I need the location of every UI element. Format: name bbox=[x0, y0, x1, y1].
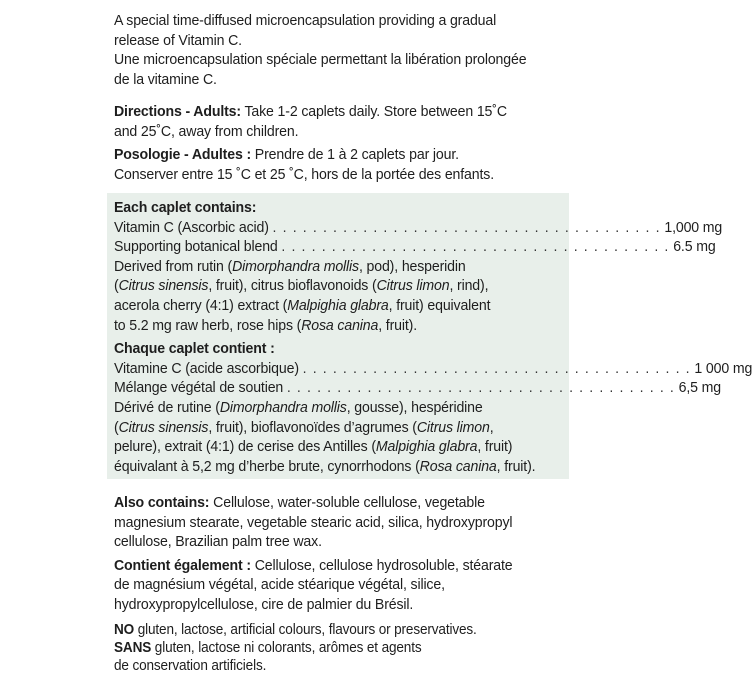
latin-name: Dimorphandra mollis bbox=[219, 398, 347, 416]
latin-name: Malpighia glabra bbox=[287, 296, 389, 314]
ingredient-detail-line bbox=[114, 437, 537, 457]
ingredient-detail-line bbox=[114, 457, 537, 477]
also-fr-line: hydroxypropylcellulose, cire de palmier du Brésil. bbox=[114, 595, 414, 613]
leader-dots: . . . . . . . . . . . . . . . . . . . . . . . . . . . . . . . . . . . . . . . bbox=[281, 238, 670, 256]
detail-text: , pod), hesperidin bbox=[358, 257, 466, 275]
detail-text: , rind), bbox=[449, 277, 489, 295]
ingredient-detail-line bbox=[114, 296, 537, 316]
directions-section bbox=[114, 102, 537, 184]
ingredient-name: Mélange végétal de soutien bbox=[114, 379, 284, 397]
detail-text: , fruit). bbox=[496, 457, 536, 475]
ingredient-detail-line bbox=[114, 418, 537, 438]
ingredient-amount: 1,000 mg bbox=[664, 218, 723, 236]
detail-text: Dérivé de rutine ( bbox=[114, 398, 220, 416]
free-from-en-text: gluten, lactose, artificial colours, flavours or preservatives. bbox=[137, 622, 477, 638]
directions-en-text: Take 1-2 caplets daily. Store between 15˚C bbox=[244, 103, 507, 120]
leader-dots: . . . . . . . . . . . . . . . . . . . . . . . . . . . . . . . . . . . . . . . bbox=[272, 218, 661, 236]
intro-en-line: A special time-diffused microencapsulation providing a gradual bbox=[114, 12, 497, 29]
ingredient-amount: 1 000 mg bbox=[694, 359, 752, 377]
free-from-section bbox=[114, 621, 537, 676]
detail-text: , fruit) bbox=[477, 438, 513, 456]
ingredient-name: Vitamin C (Ascorbic acid) bbox=[114, 218, 269, 236]
free-from-fr-heading: SANS bbox=[114, 640, 152, 657]
also-en-line: magnesium stearate, vegetable stearic acid, silica, hydroxypropyl bbox=[114, 513, 513, 531]
ingredient-name: Vitamine C (acide ascorbique) bbox=[114, 359, 299, 377]
free-from-fr-line: de conservation artificiels. bbox=[114, 658, 267, 675]
also-en-heading: Also contains: bbox=[114, 494, 210, 511]
detail-text: , bbox=[489, 418, 494, 436]
directions-fr-line: Conserver entre 15 ˚C et 25 ˚C, hors de la portée des enfants. bbox=[114, 165, 494, 183]
ingredient-amount: 6,5 mg bbox=[678, 379, 722, 397]
intro-fr-line: Une microencapsulation spéciale permettant la libération prolongée bbox=[114, 51, 527, 69]
directions-fr bbox=[114, 145, 537, 165]
detail-text: , gousse), hespéridine bbox=[346, 398, 483, 416]
also-fr-line: de magnésium végétal, acide stéarique végétal, silice, bbox=[114, 576, 445, 594]
ingredient-row bbox=[114, 359, 752, 379]
leader-dots: . . . . . . . . . . . . . . . . . . . . . . . . . . . . . . . . . . . . . . . bbox=[286, 379, 675, 397]
ingredients-en-heading: Each caplet contains: bbox=[114, 199, 257, 216]
detail-text: , fruit), citrus bioflavonoids ( bbox=[208, 277, 377, 295]
detail-text: équivalant à 5,2 mg d’herbe brute, cynorrhodons ( bbox=[114, 457, 420, 475]
ingredient-detail-line bbox=[114, 398, 537, 418]
latin-name: Malpighia glabra bbox=[375, 438, 478, 456]
ingredient-detail-line bbox=[114, 257, 537, 277]
latin-name: Citrus limon bbox=[416, 418, 490, 436]
intro-en-line: release of Vitamin C. bbox=[114, 31, 242, 49]
detail-text: , fruit). bbox=[378, 316, 417, 334]
also-fr bbox=[114, 556, 537, 576]
ingredient-detail-line bbox=[114, 276, 537, 296]
detail-text: ( bbox=[114, 277, 119, 295]
ingredient-row bbox=[114, 237, 716, 257]
latin-name: Rosa canina bbox=[419, 457, 497, 475]
detail-text: , fruit), bioflavonoïdes d’agrumes ( bbox=[208, 418, 417, 436]
also-en bbox=[114, 493, 537, 513]
ingredients-fr-heading: Chaque caplet contient : bbox=[114, 340, 275, 358]
detail-text: acerola cherry (4:1) extract ( bbox=[114, 296, 288, 314]
also-en-line: cellulose, Brazilian palm tree wax. bbox=[114, 533, 322, 551]
ingredient-row bbox=[114, 378, 722, 398]
also-fr-heading: Contient également : bbox=[114, 556, 251, 574]
free-from-fr bbox=[114, 639, 537, 657]
latin-name: Citrus sinensis bbox=[118, 277, 209, 295]
free-from-en bbox=[114, 621, 537, 639]
directions-fr-heading: Posologie - Adultes : bbox=[114, 146, 252, 164]
latin-name: Citrus limon bbox=[376, 277, 450, 295]
directions-en bbox=[114, 102, 537, 122]
detail-text: , fruit) equivalent bbox=[388, 296, 491, 314]
latin-name: Dimorphandra mollis bbox=[232, 257, 359, 275]
detail-text: Derived from rutin ( bbox=[114, 257, 233, 275]
ingredients-section bbox=[114, 198, 752, 476]
free-from-en-heading: NO bbox=[114, 622, 135, 638]
ingredient-amount: 6.5 mg bbox=[673, 238, 716, 256]
directions-fr-text: Prendre de 1 à 2 caplets par jour. bbox=[254, 146, 459, 164]
directions-en-heading: Directions - Adults: bbox=[114, 103, 241, 120]
leader-dots: . . . . . . . . . . . . . . . . . . . . . . . . . . . . . . . . . . . . . . . bbox=[302, 359, 691, 377]
also-en-text: Cellulose, water-soluble cellulose, vegetable bbox=[213, 494, 485, 511]
also-fr-text: Cellulose, cellulose hydrosoluble, stéarate bbox=[254, 556, 513, 574]
also-contains-section bbox=[114, 493, 537, 615]
directions-en-line: and 25˚C, away from children. bbox=[114, 122, 299, 140]
detail-text: ( bbox=[114, 418, 119, 436]
intro-fr-line: de la vitamine C. bbox=[114, 70, 217, 88]
latin-name: Rosa canina bbox=[301, 316, 379, 334]
detail-text: pelure), extrait (4:1) de cerise des Antilles ( bbox=[114, 438, 376, 456]
free-from-fr-text: gluten, lactose ni colorants, arômes et agents bbox=[154, 640, 422, 657]
ingredient-detail-line bbox=[114, 316, 537, 336]
detail-text: to 5.2 mg raw herb, rose hips ( bbox=[114, 316, 302, 334]
ingredient-row bbox=[114, 218, 723, 238]
ingredient-name: Supporting botanical blend bbox=[114, 238, 278, 256]
intro-section bbox=[114, 11, 537, 89]
latin-name: Citrus sinensis bbox=[118, 418, 209, 436]
